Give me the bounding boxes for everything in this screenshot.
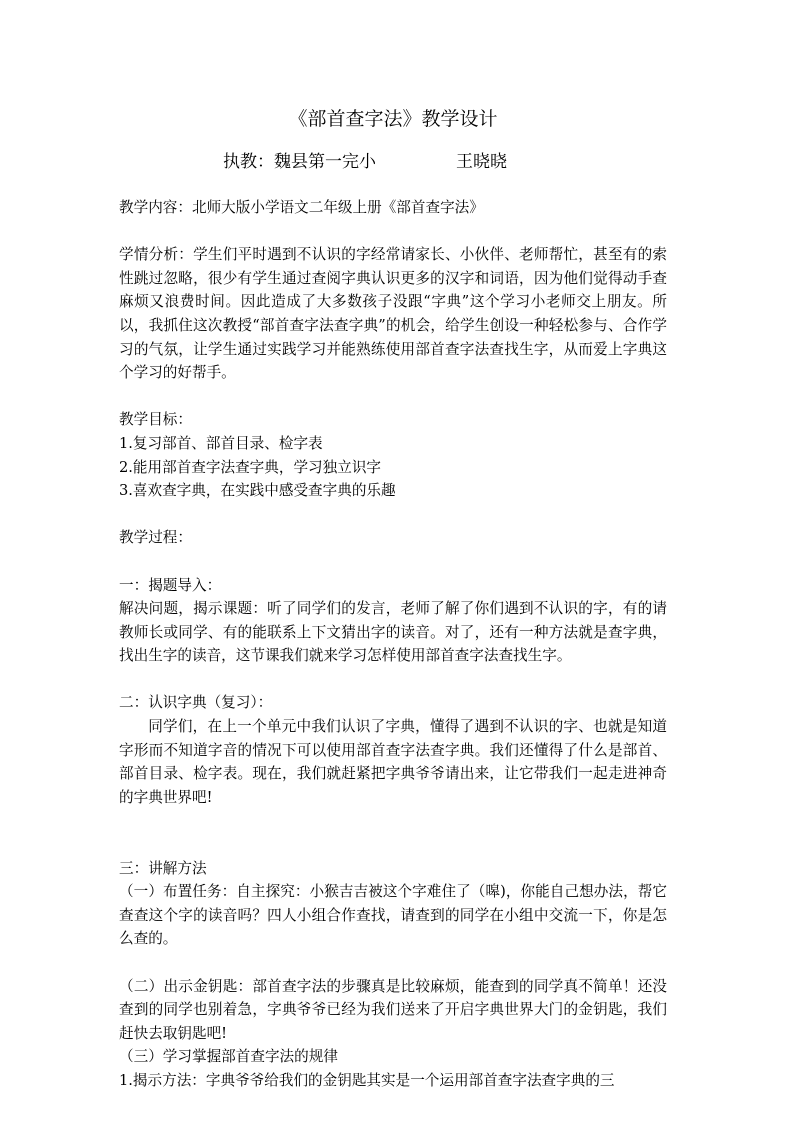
- document-title: 《部首查字法》教学设计: [288, 108, 498, 130]
- goal-item: 2.能用部首查字法查字典，学习独立识字: [119, 458, 382, 476]
- section-3-task: （一）布置任务：自主探究：小猴吉吉被这个字难住了（嗥)，你能自己想办法，帮它查查这个字的读音吗？四人小组合作查找，请查到的同学在小组中交流一下，你是怎么查的。: [119, 883, 667, 948]
- goals-heading: 教学目标：: [119, 411, 192, 429]
- teaching-content: 教学内容：北师大版小学语文二年级上册《部首查字法》: [119, 199, 484, 216]
- goal-item: 3.喜欢查字典，在实践中感受查字典的乐趣: [119, 482, 396, 500]
- learning-analysis: 学情分析：学生们平时遇到不认识的字经常请家长、小伙伴、老师帮忙，甚至有的索性跳过忽略，很少有学生通过查阅字典认识更多的汉字和词语，因为他们觉得动手查麻烦又浪费时间。因此造成了大多数孩子没跟“字典”这个学习小老师交上朋友。所以，我抓住这次教授“部首查字法查字典”的机会，给学生创设一种轻松参与、合作学习的气氛，让学生通过实践学习并能熟练使用部首查字法查找生字，从而爱上字典这个学习的好帮手。: [119, 246, 667, 382]
- section-3-golden-key: （二）出示金钥匙：部首查字法的步骤真是比较麻烦，能查到的同学真不简单！还没查到的同学也别着急，字典爷爷已经为我们送来了开启字典世界大门的金钥匙，我们赶快去取钥匙吧!: [119, 977, 667, 1042]
- section-3-rules: （三）学习掌握部首查字法的规律: [119, 1048, 338, 1066]
- section-2-text: 同学们，在上一个单元中我们认识了字典，懂得了遇到不认识的字、也就是知道字形而不知道字音的情况下可以使用部首查字法查字典。我们还懂得了什么是部首、部首目录、检字表。现在，我们就赶紧把字典爷爷请出来，让它带我们一起走进神奇的字典世界吧!: [119, 718, 667, 806]
- document-body: [119, 105, 667, 1093]
- goal-item: 1.复习部首、部首目录、检字表: [119, 434, 323, 452]
- section-3-method: 1.揭示方法：字典爷爷给我们的金钥匙其实是一个运用部首查字法查字典的三: [119, 1071, 615, 1089]
- section-1-text: 解决问题，揭示课题：听了同学们的发言，老师了解了你们遇到不认识的字，有的请教师长或同学、有的能联系上下文猜出字的读音。对了，还有一种方法就是查字典，找出生字的读音，这节课我们就来学习怎样使用部首查字法查找生字。: [119, 600, 667, 665]
- section-2-heading: 二：认识字典（复习）：: [119, 694, 273, 712]
- byline: [119, 149, 667, 175]
- section-1-heading: 一：揭题导入：: [119, 576, 222, 594]
- process-heading: 教学过程：: [119, 529, 192, 547]
- section-3-heading: 三：讲解方法: [119, 859, 207, 877]
- teacher-school: 执教：魏县第一完小: [223, 152, 376, 172]
- teacher-name: 王晓晓: [456, 152, 507, 172]
